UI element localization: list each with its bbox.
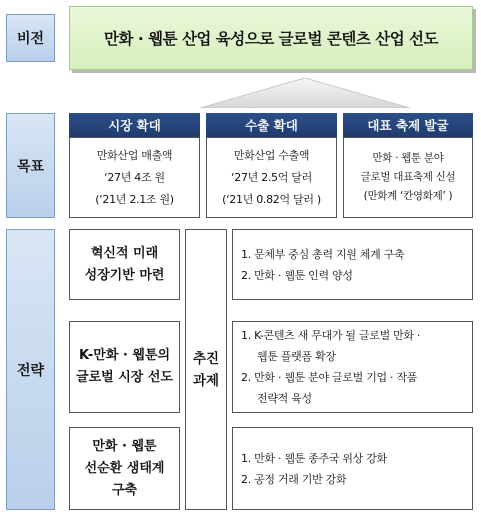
strategy-name-line: 만화 · 웹툰 [92, 438, 157, 454]
goals-label: 목표 [6, 113, 55, 218]
goal-line: (‘21년 2.1조 원) [95, 192, 174, 206]
strategy-name-line: 성장기반 마련 [84, 267, 165, 283]
vision-label: 비전 [6, 14, 55, 62]
goal-line: (‘21년 0.82억 달러 ) [222, 192, 321, 206]
goal-line: 만화산업 매출액 [96, 148, 173, 162]
goal-line: 만화산업 수출액 [233, 148, 310, 162]
task-label-line: 과제 [192, 372, 220, 389]
goal-title-export: 수출 확대 [206, 113, 337, 137]
strategy-label: 전략 [6, 229, 55, 510]
strategy-name-line: 글로벌 시장 선도 [76, 370, 173, 385]
task-label [185, 229, 227, 510]
task-item: 2. 공정 거래 기반 강화 [241, 472, 347, 486]
task-list-1 [232, 229, 473, 300]
up-arrow-icon [200, 78, 410, 108]
task-item-continued: 전략적 육성 [257, 392, 312, 405]
goal-detail-festival [343, 137, 473, 218]
task-item: 2. 만화 · 웹툰 분야 글로벌 기업 · 작품 [241, 371, 418, 384]
goal-line: 만화 · 웹툰 분야 [372, 152, 444, 164]
strategy-item-2 [69, 321, 180, 413]
goal-line: ‘27년 2.5억 달러 [231, 170, 312, 184]
task-item: 1. 문체부 중심 총력 지원 체계 구축 [241, 247, 405, 261]
task-list-2 [232, 321, 473, 413]
strategy-name-line: K-만화 · 웹툰의 [78, 348, 171, 363]
goal-detail-market [69, 137, 200, 218]
goal-line: ‘27년 4조 원 [104, 170, 165, 184]
strategy-name-line: 혁신적 미래 [90, 245, 159, 261]
strategy-name-line: 선순환 생태계 [84, 460, 165, 476]
goal-title-festival: 대표 축제 발굴 [343, 113, 473, 137]
goal-detail-export [206, 137, 337, 218]
strategy-item-1 [69, 229, 180, 300]
strategy-name-line: 구축 [111, 482, 138, 498]
task-item-continued: 웹툰 플랫폼 확장 [257, 350, 336, 363]
goal-title-market: 시장 확대 [69, 113, 200, 137]
task-label-line: 추진 [192, 350, 220, 367]
goal-line: 글로벌 대표축제 신설 [360, 171, 456, 183]
task-list-3 [232, 427, 473, 510]
task-item: 1. 만화 · 웹툰 종주국 위상 강화 [241, 451, 387, 465]
vision-statement: 만화 · 웹툰 산업 육성으로 글로벌 콘텐츠 산업 선도 [69, 6, 473, 70]
task-item: 1. K-콘텐츠 새 무대가 될 글로벌 만화 · [241, 329, 421, 342]
strategy-item-3 [69, 427, 180, 510]
task-item: 2. 만화 · 웹툰 인력 양성 [241, 268, 353, 282]
goal-line: (만화계 ‘칸영화제’ ) [363, 190, 453, 202]
